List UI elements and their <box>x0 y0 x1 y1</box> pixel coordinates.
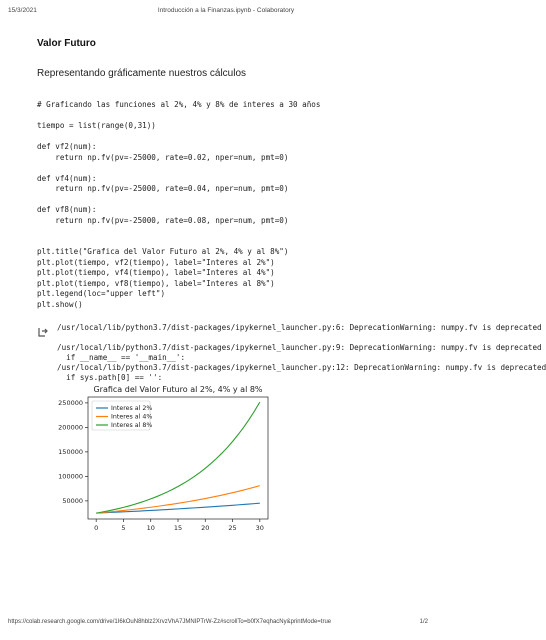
y-tick-label: 100000 <box>58 472 83 481</box>
x-axis <box>94 519 264 532</box>
output-line <box>57 333 429 343</box>
output-line: /usr/local/lib/python3.7/dist-packages/ipykernel_launcher.py:9: DeprecationWarning: numpy.fv is deprecated <box>57 343 542 352</box>
output-line: /usr/local/lib/python3.7/dist-packages/ipykernel_launcher.py:6: DeprecationWarning: numpy.fv is deprecated <box>57 323 542 332</box>
legend <box>92 401 152 430</box>
code-line <box>37 163 447 174</box>
code-line: return np.fv(pv=-25000, rate=0.04, nper=num, pmt=0) <box>37 184 289 193</box>
x-tick-label: 10 <box>146 524 155 532</box>
legend-label: Interes al 8% <box>111 422 153 430</box>
x-tick-label: 20 <box>201 524 210 532</box>
chart-svg <box>50 382 290 547</box>
chart <box>50 382 290 547</box>
output-line: if __name__ == '__main__': <box>57 353 186 362</box>
code-line: tiempo = list(range(0,31)) <box>37 121 156 130</box>
legend-label: Interes al 2% <box>111 405 153 413</box>
code-line: # Graficando las funciones al 2%, 4% y 8% de interes a 30 años <box>37 100 321 109</box>
print-footer <box>8 619 444 629</box>
y-axis <box>58 399 88 505</box>
output-line: /usr/local/lib/python3.7/dist-packages/ipykernel_launcher.py:12: DeprecationWarning: numpy.fv is deprecated <box>57 363 546 372</box>
code-line <box>37 132 447 143</box>
section-subtitle: Representando gráficamente nuestros cálculos <box>37 68 247 79</box>
code-line: return np.fv(pv=-25000, rate=0.02, nper=num, pmt=0) <box>37 152 289 162</box>
legend-label: Interes al 4% <box>111 413 153 421</box>
x-tick-label: 15 <box>173 524 183 532</box>
print-date: 15/3/2021 <box>8 7 37 14</box>
code-line: plt.plot(tiempo, vf4(tiempo), label="Interes al 4%") <box>37 268 275 277</box>
x-tick-label: 0 <box>94 524 99 532</box>
print-url: https://colab.research.google.com/drive/1I6kOuN8hblz2XrvzVhA7JMNIPTrW-Zz#scrollTo=b0fX7eqhacNy&printMode=true <box>8 619 332 625</box>
y-tick-label: 50000 <box>62 497 83 506</box>
code-line: plt.plot(tiempo, vf8(tiempo), label="Interes al 8%") <box>37 278 275 288</box>
output-arrow-icon[interactable] <box>38 324 49 334</box>
code-line: return np.fv(pv=-25000, rate=0.08, nper=num, pmt=0) <box>37 215 289 225</box>
code-line <box>37 237 447 248</box>
code-line: plt.title("Grafica del Valor Futuro al 2%, 4% y al 8%") <box>37 247 289 256</box>
chart-title: Grafica del Valor Futuro al 2%, 4% y al 8% <box>93 385 263 394</box>
code-line <box>37 111 447 122</box>
x-tick-label: 5 <box>121 524 126 532</box>
x-tick-label: 30 <box>255 524 264 532</box>
y-tick-label: 200000 <box>58 423 83 432</box>
print-page-number: 1/2 <box>419 619 428 625</box>
code-line <box>37 195 447 206</box>
y-tick-label: 250000 <box>58 399 83 408</box>
code-line: plt.plot(tiempo, vf2(tiempo), label="Interes al 2%") <box>37 257 275 267</box>
x-tick-label: 25 <box>228 524 237 532</box>
section-title: Valor Futuro <box>37 38 96 49</box>
print-doc-title: Introducción a la Finanzas.ipynb - Colaboratory <box>157 7 295 14</box>
code-line: def vf2(num): <box>37 142 97 151</box>
code-cell[interactable] <box>37 100 447 310</box>
code-line: plt.legend(loc="upper left") <box>37 289 166 298</box>
code-line: def vf4(num): <box>37 173 97 183</box>
code-line: def vf8(num): <box>37 205 97 214</box>
output-line: if sys.path[0] == '': <box>57 373 163 382</box>
code-line: plt.show() <box>37 299 83 309</box>
code-line <box>37 226 447 237</box>
y-tick-label: 150000 <box>58 448 83 457</box>
print-header <box>8 7 444 17</box>
cell-output <box>57 323 546 383</box>
